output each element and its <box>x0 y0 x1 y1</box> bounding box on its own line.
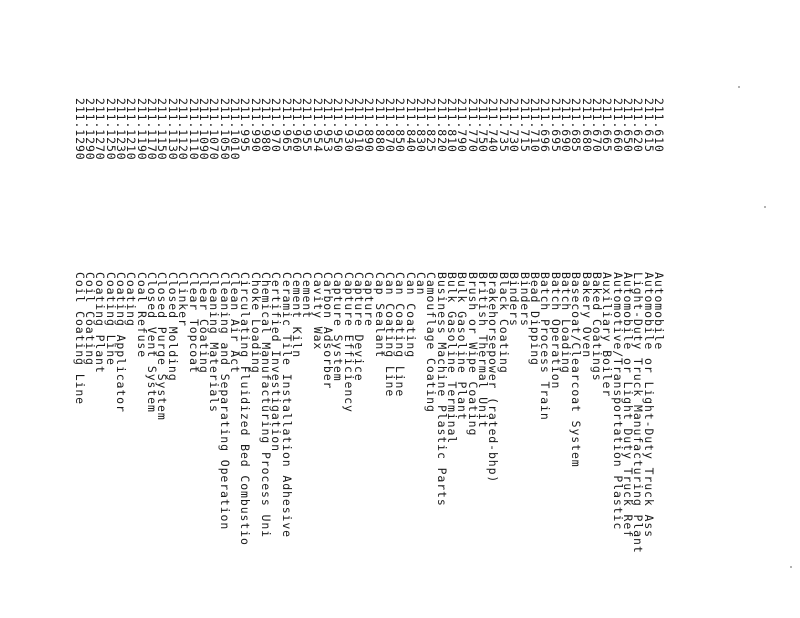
section-number: 211.710 <box>527 98 542 153</box>
section-number: 211.770 <box>465 98 480 153</box>
section-number: 211.910 <box>352 98 367 153</box>
term-title: Can Coating Line <box>383 272 398 398</box>
section-number: 211.850 <box>393 98 408 153</box>
section-number: 211.1270 <box>93 98 108 161</box>
definition-row <box>165 98 180 618</box>
definition-row <box>372 98 387 618</box>
term-title: Bulk Gasoline Terminal <box>445 272 460 445</box>
term-title: Cap Sealant <box>372 272 387 359</box>
term-title: Binders <box>507 272 522 327</box>
term-title: Auxiliary Boiler <box>600 272 615 398</box>
term-title: Automotive/Transportation Plastic <box>610 272 625 531</box>
definition-row <box>465 98 480 618</box>
section-number: 211.715 <box>517 98 532 153</box>
term-title: Clean Air Act <box>227 272 242 374</box>
term-title: Coating <box>124 272 139 327</box>
section-number: 211.1150 <box>155 98 170 161</box>
term-title: Automobile <box>652 272 666 351</box>
definition-row <box>496 98 511 618</box>
section-number: 211.620 <box>631 98 646 153</box>
section-number: 211.955 <box>300 98 315 153</box>
term-title: Brakehorsepower (rated-bhp) <box>486 272 501 484</box>
section-number: 211.953 <box>321 98 335 153</box>
scan-speck <box>790 566 792 568</box>
section-number: 211.790 <box>455 98 470 153</box>
definition-row <box>145 98 160 618</box>
term-title: Closed Vent System <box>145 272 160 413</box>
section-number: 211.1120 <box>176 98 191 161</box>
term-title: Can Coating <box>403 272 418 359</box>
term-title: Cavity Wax <box>310 272 325 351</box>
term-title: Coil Coating <box>83 272 98 366</box>
section-number: 211.750 <box>476 98 491 153</box>
term-title: Automobile or Light Duty Truck Ref <box>620 272 635 539</box>
section-number: 211.870 <box>383 98 398 153</box>
section-number: 211.1250 <box>103 98 118 161</box>
term-title: Coating Applicator <box>114 272 129 413</box>
term-title: Choke Loading <box>248 272 263 374</box>
term-title: Capture Device <box>352 272 367 382</box>
section-number: 211.1190 <box>134 98 149 161</box>
term-title: Cleaning Materials <box>207 272 222 413</box>
term-title: Brush or Wipe Coating <box>465 272 480 437</box>
section-number: 211.730 <box>507 98 522 153</box>
definition-row <box>134 98 149 618</box>
term-title: Capture <box>362 272 377 327</box>
section-number: 211.1130 <box>165 98 180 161</box>
term-title: Clear Topcoat <box>186 272 201 374</box>
term-title: British Thermal Unit <box>476 272 491 429</box>
section-number: 211.1050 <box>217 98 232 161</box>
definition-row <box>300 98 315 618</box>
term-title: Baked Coatings <box>589 272 604 382</box>
scan-speck <box>764 206 766 208</box>
section-number: 211.1290 <box>83 98 98 161</box>
term-title: Clinker <box>176 272 191 327</box>
section-number: 211.980 <box>258 98 273 153</box>
term-title: Camouflage Coating <box>424 272 439 413</box>
section-number: 211.690 <box>558 98 573 153</box>
term-title: Chemical Manufacturing Process Uni <box>258 272 273 539</box>
term-title: Binders <box>517 272 532 327</box>
section-number: 211.880 <box>372 98 387 153</box>
term-title: Batch Operation <box>548 272 563 390</box>
section-number: 211.830 <box>414 98 429 153</box>
term-title: Carbon Adsorber <box>321 272 335 390</box>
term-title: Light-Duty Truck Manufacturing Plant <box>631 272 646 554</box>
section-number: 211.1090 <box>196 98 211 161</box>
term-title: Coating Line <box>103 272 118 366</box>
term-title: Batch Loading <box>558 272 573 374</box>
definition-row <box>72 98 87 618</box>
section-number: 211.1230 <box>114 98 129 161</box>
section-number: 211.1170 <box>145 98 160 161</box>
section-number: 211.615 <box>641 98 656 153</box>
section-number: 211.954 <box>310 98 325 153</box>
definition-row <box>323 98 333 618</box>
term-title: Black Coating <box>496 272 511 374</box>
section-number: 211.665 <box>600 98 615 153</box>
section-number: 211.965 <box>279 98 294 153</box>
section-number: 211.670 <box>589 98 604 153</box>
section-number: 211.825 <box>424 98 439 153</box>
definition-row <box>589 98 604 618</box>
term-title: Business Machine Plastic Parts <box>434 272 449 507</box>
definition-row <box>186 98 201 618</box>
section-number: 211.1210 <box>124 98 139 161</box>
term-title: Certified Investigation <box>269 272 284 452</box>
definition-row <box>424 98 439 618</box>
section-number: 211.740 <box>486 98 501 153</box>
term-title: Coal Refuse <box>134 272 149 359</box>
definition-row <box>527 98 542 618</box>
section-number: 211.1070 <box>207 98 222 161</box>
term-title: Circulating Fluidized Bed Combustio <box>238 272 253 546</box>
scan-speck <box>738 86 740 88</box>
definition-row <box>383 98 398 618</box>
section-number: 211.930 <box>341 98 356 153</box>
term-title: Closed Purge System <box>155 272 170 421</box>
term-title: Bakery Oven <box>579 272 594 359</box>
term-title: Can <box>414 272 429 296</box>
section-number: 211.960 <box>289 98 304 153</box>
section-number: 211.685 <box>569 98 584 153</box>
term-title: Capture Efficiency <box>341 272 356 413</box>
term-title: Cleaning and Separating Operation <box>217 272 232 531</box>
section-number: 211.990 <box>248 98 263 153</box>
term-title: Cement Kiln <box>289 272 304 359</box>
term-title: Basecoat/Clearcoat System <box>569 272 584 468</box>
term-title: Closed Molding <box>165 272 180 382</box>
section-number: 211.995 <box>238 98 253 153</box>
section-number: 211.1010 <box>227 98 242 161</box>
section-number: 211.840 <box>403 98 418 153</box>
section-number: 211.696 <box>538 98 553 153</box>
section-number: 211.890 <box>362 98 377 153</box>
section-number: 211.680 <box>579 98 594 153</box>
term-title: Automobile or Light-Duty Truck Ass <box>641 272 656 539</box>
term-title: Clear Coating <box>196 272 211 374</box>
section-number: 211.970 <box>269 98 284 153</box>
term-title: Bead Dipping <box>527 272 542 366</box>
term-title: Coating Plant <box>93 272 108 374</box>
section-number: 211.810 <box>445 98 460 153</box>
term-title: Capture System <box>331 272 346 382</box>
section-number: 211.1290 <box>72 98 87 161</box>
term-title: Coil Coating Line <box>72 272 87 406</box>
term-title: Batch Process Train <box>538 272 553 421</box>
term-title: Can Coating Line <box>393 272 408 398</box>
section-number: 211.650 <box>620 98 635 153</box>
section-number: 211.950 <box>331 98 346 153</box>
definitions-list <box>72 98 666 618</box>
section-number: 211.695 <box>548 98 563 153</box>
section-number: 211.735 <box>496 98 511 153</box>
section-number: 211.1110 <box>186 98 201 161</box>
section-number: 211.660 <box>610 98 625 153</box>
term-title: Cement <box>300 272 315 319</box>
section-number: 211.610 <box>652 98 666 153</box>
term-title: Bulk Gasoline Plant <box>455 272 470 421</box>
term-title: Ceramic Tile Installation Adhesive <box>279 272 294 539</box>
section-number: 211.820 <box>434 98 449 153</box>
